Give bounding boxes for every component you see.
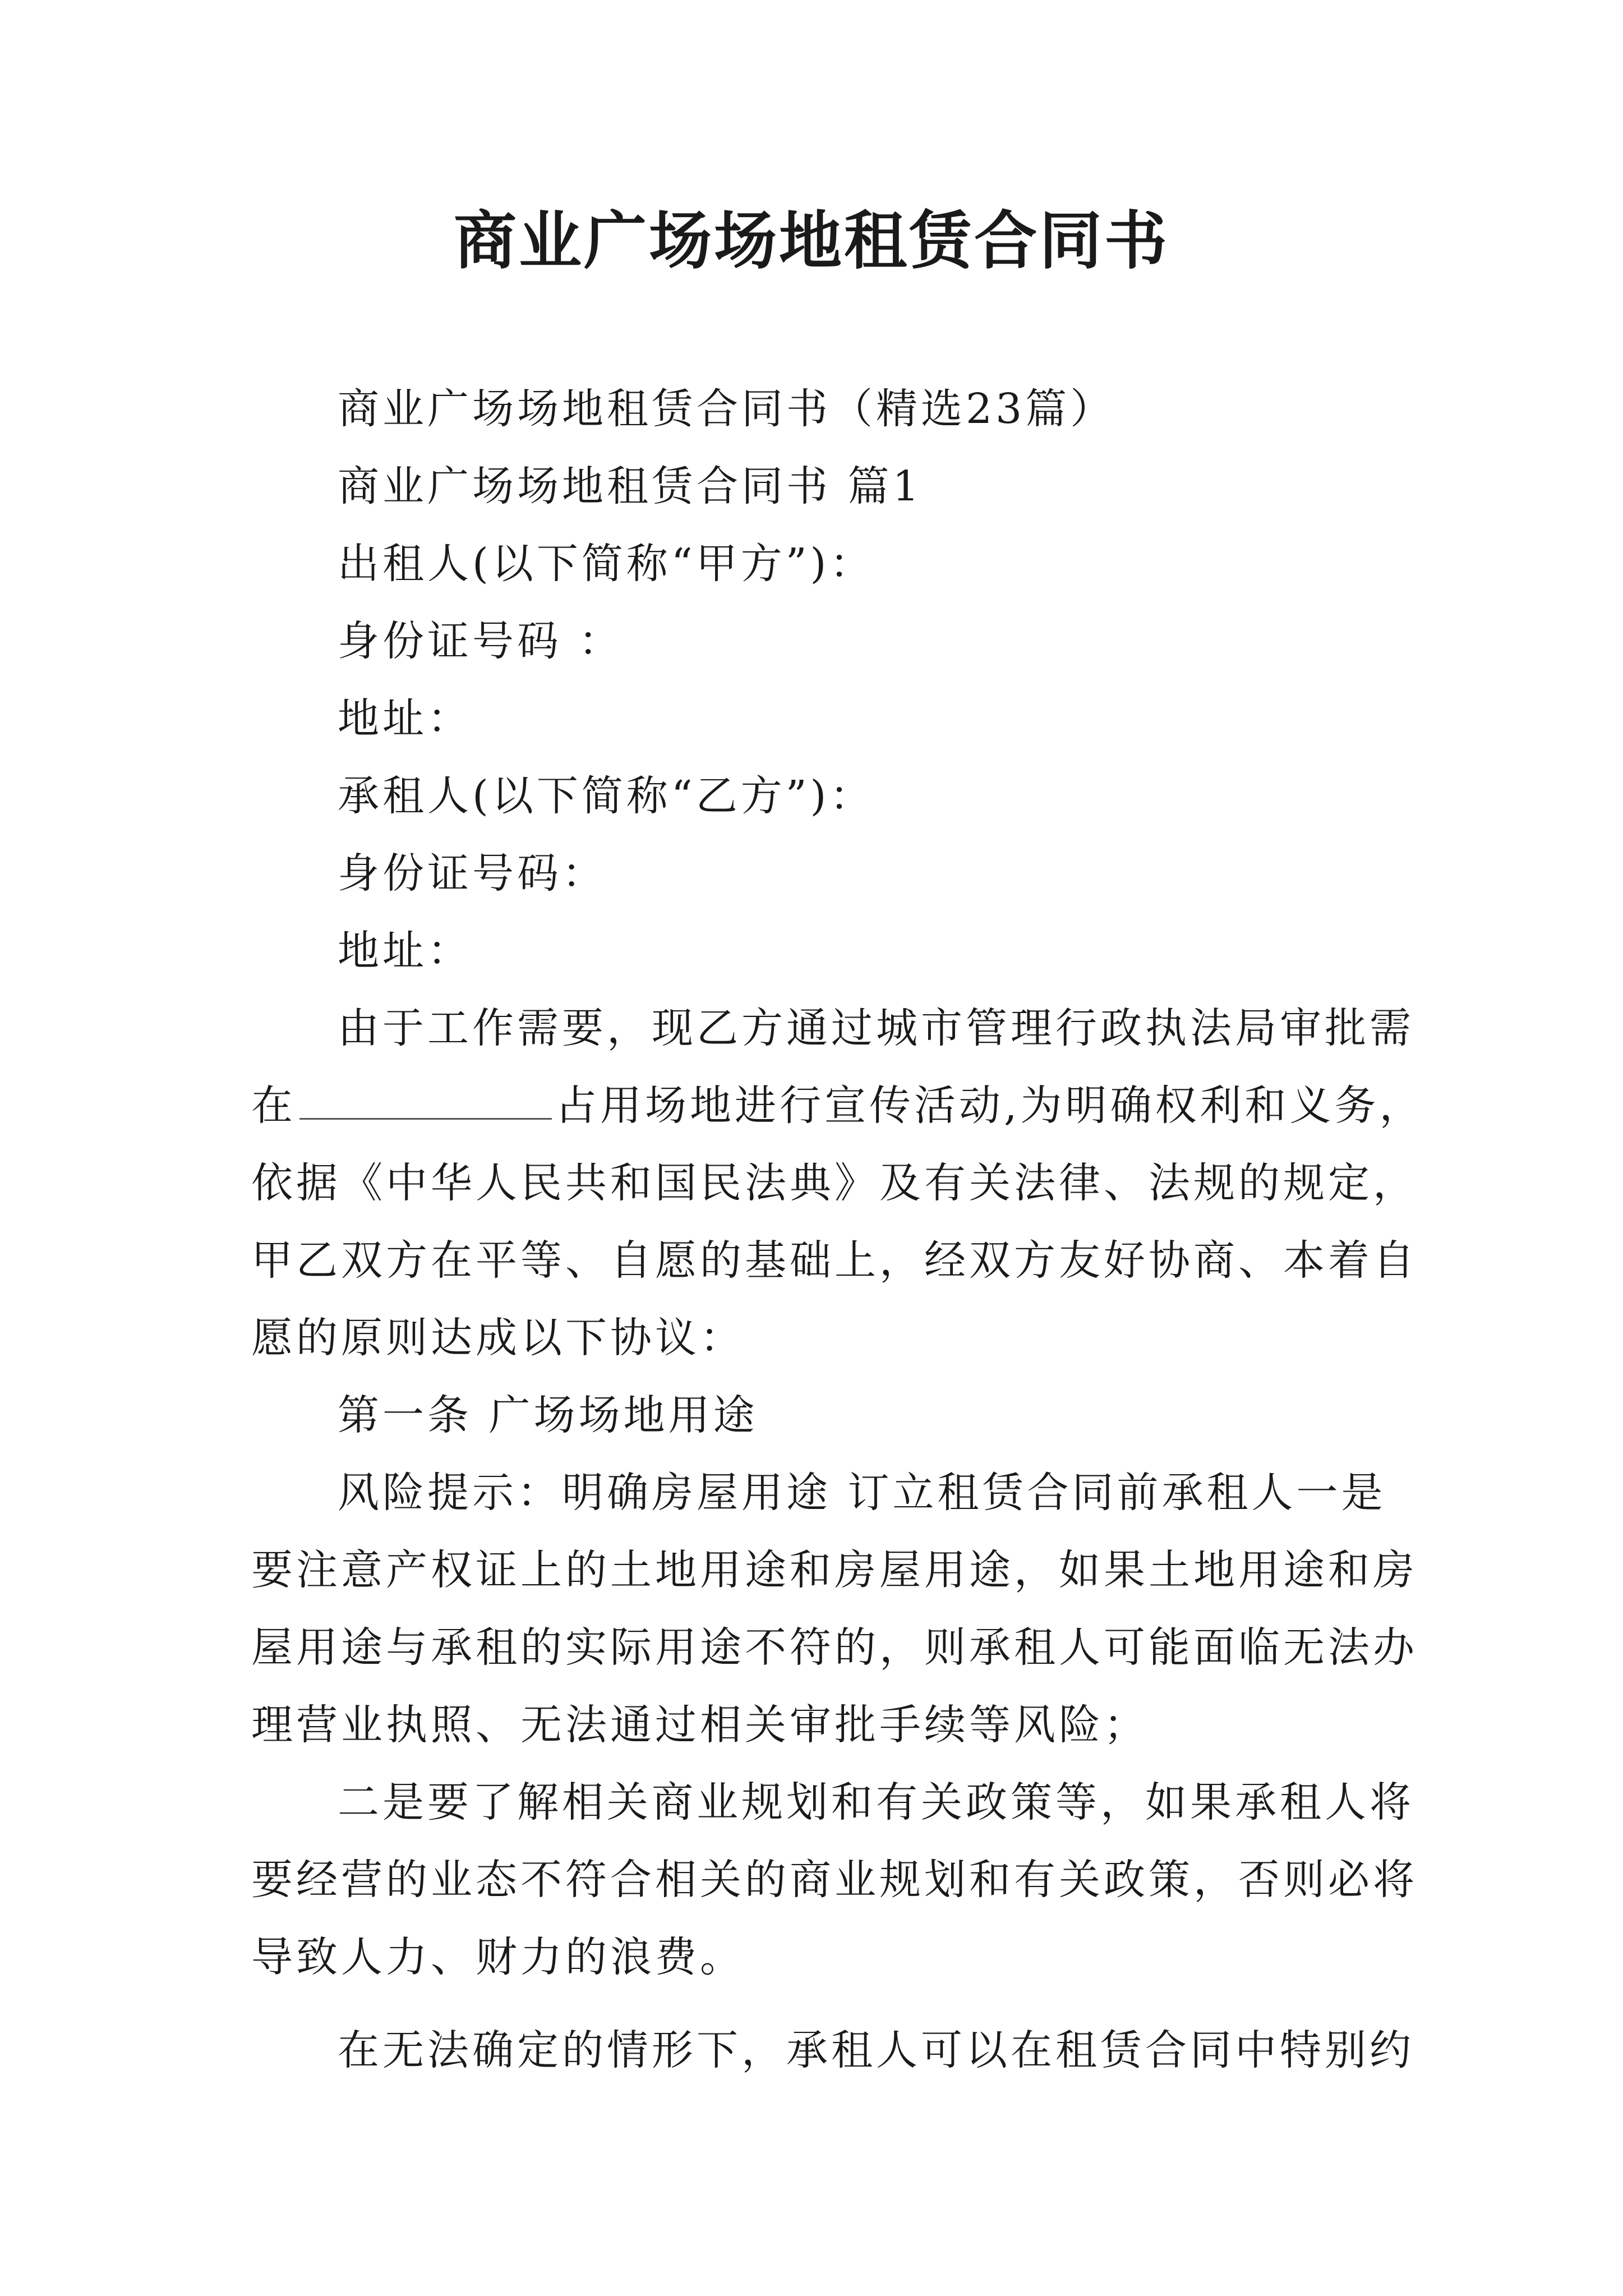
- lessee-address-label: 地址：: [338, 927, 472, 975]
- risk-line: 屋用途与承租的实际用途不符的，则承租人可能面临无法办: [251, 1623, 1418, 1672]
- location-blank-field: [299, 1115, 552, 1120]
- preamble-line: 依据《中华人民共和国民法典》及有关法律、法规的规定，: [251, 1159, 1418, 1207]
- preamble-line: 甲乙双方在平等、自愿的基础上，经双方友好协商、本着自: [251, 1236, 1418, 1285]
- second-line: 导致人力、财力的浪费。: [251, 1933, 745, 1981]
- risk-line: 理营业执照、无法通过相关审批手续等风险；: [251, 1701, 1149, 1749]
- preamble-line: 由于工作需要，现乙方通过城市管理行政执法局审批需: [338, 1004, 1414, 1052]
- lessee-label: 承租人(以下简称“乙方”)：: [338, 772, 875, 820]
- document-body: [251, 370, 1424, 2089]
- preamble-line: [251, 1067, 1424, 1144]
- preamble-line: 愿的原则达成以下协议：: [251, 1314, 745, 1362]
- preamble-line-suffix: 占用场地进行宣传活动,为明确权利和义务，: [555, 1082, 1424, 1130]
- last-paragraph: [251, 2012, 1414, 2089]
- risk-line: 风险提示：明确房屋用途 订立租赁合同前承租人一是: [338, 1469, 1386, 1517]
- second-line: 要经营的业态不符合相关的商业规划和有关政策，否则必将: [251, 1856, 1418, 1904]
- document-title: 商业广场场地租赁合同书: [454, 204, 1169, 278]
- second-line: 二是要了解相关商业规划和有关政策等，如果承租人将: [338, 1778, 1414, 1826]
- lessor-address-label: 地址：: [338, 694, 472, 743]
- second-paragraph: [251, 1764, 1418, 1996]
- risk-line: 要注意产权证上的土地用途和房屋用途，如果土地用途和房: [251, 1546, 1418, 1594]
- document-subtitle: 商业广场场地租赁合同书（精选23篇）: [338, 385, 1115, 433]
- lessee-id-label: 身份证号码：: [338, 849, 607, 898]
- preamble-paragraph: [251, 990, 1424, 1377]
- section-heading: 商业广场场地租赁合同书 篇1: [338, 462, 923, 510]
- lessor-label: 出租人(以下简称“甲方”)：: [338, 540, 875, 588]
- risk-paragraph: [251, 1454, 1418, 1764]
- article-one-heading: 第一条 广场场地用途: [338, 1391, 758, 1439]
- last-line: 在无法确定的情形下，承租人可以在租赁合同中特别约: [338, 2026, 1414, 2074]
- lessor-id-label: 身份证号码 ：: [338, 617, 624, 665]
- preamble-line-prefix: 在: [251, 1082, 296, 1130]
- paragraph-gap: [251, 1996, 1384, 2012]
